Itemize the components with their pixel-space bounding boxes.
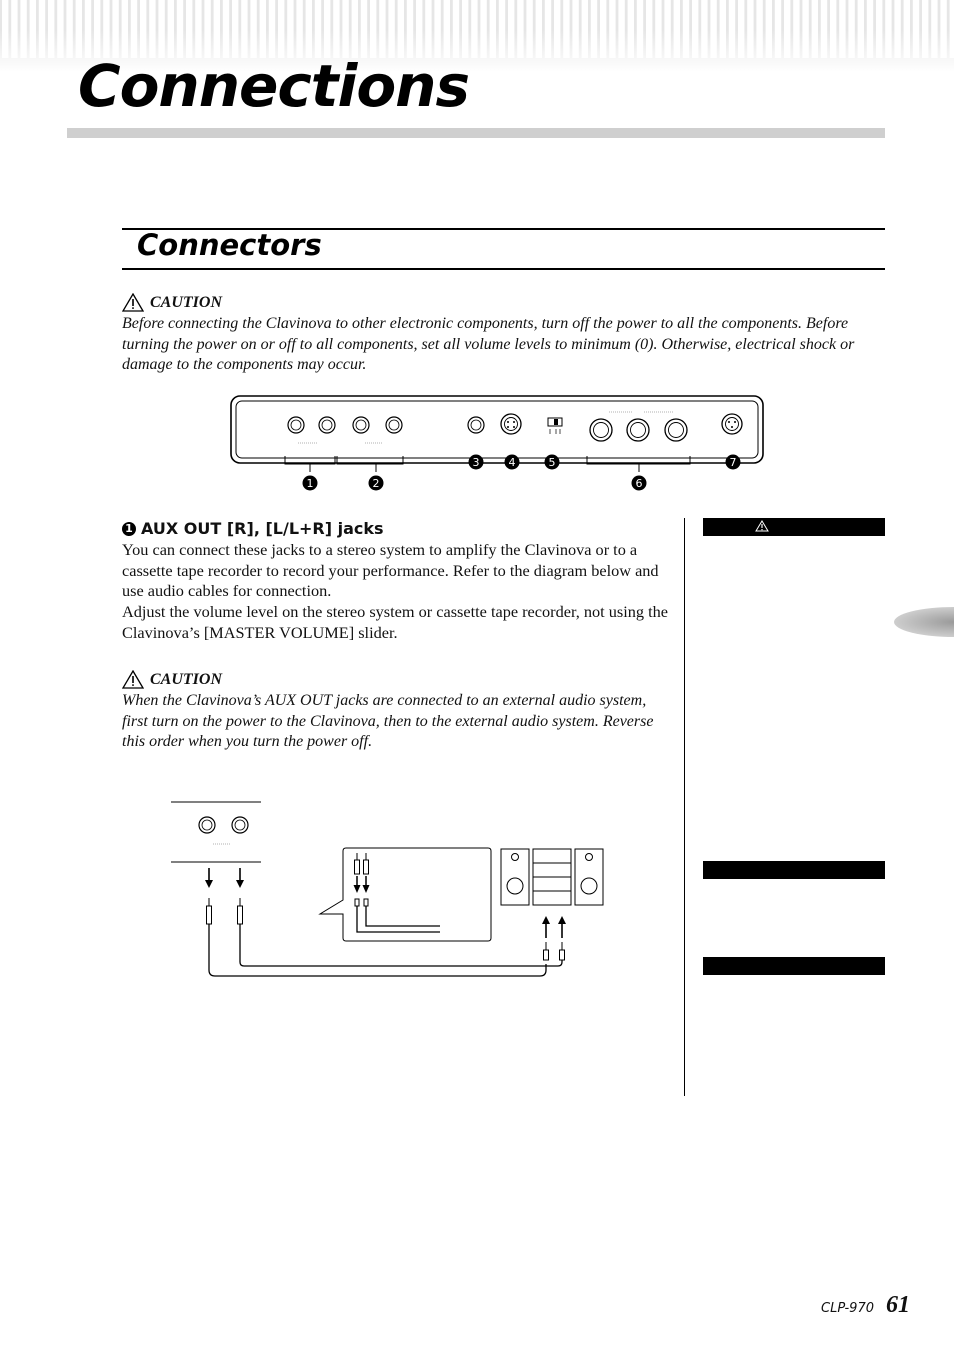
aux-out-heading xyxy=(122,519,384,538)
callout-label: 5 xyxy=(548,456,556,469)
page-number: 61 xyxy=(886,1292,910,1318)
to-host-connector xyxy=(501,414,521,434)
chapter-title: Connections xyxy=(78,52,469,120)
sidebar-caution-bar xyxy=(703,518,885,536)
callout-label: 4 xyxy=(508,456,516,469)
caution-label: CAUTION xyxy=(150,293,223,311)
callout-3 xyxy=(469,455,484,470)
callout-5 xyxy=(545,455,560,470)
warning-icon xyxy=(122,293,144,312)
caution-heading-2 xyxy=(122,670,222,689)
aux-out-heading-text: AUX OUT [R], [L/L+R] jacks xyxy=(141,519,384,538)
callout-2 xyxy=(369,476,384,491)
callout-label: 3 xyxy=(472,456,480,469)
aux-out-paragraph-2: Adjust the volume level on the stereo system or cassette tape recorder, not using the Clavinova’s [MASTER VOLUME] slider. xyxy=(122,602,668,642)
aux-out-paragraph-1: You can connect these jacks to a stereo system to amplify the Clavinova or to a cassette tape recorder to record your performance. Refer to the diagram below and use audio cables for connection. xyxy=(122,540,659,601)
callout-4 xyxy=(505,455,520,470)
aux-in-jacks xyxy=(353,417,402,443)
item-number-badge: 1 xyxy=(122,522,136,536)
callout-label: 2 xyxy=(372,477,380,490)
aux-out-jacks xyxy=(288,417,335,443)
rear-panel-diagram xyxy=(228,392,768,496)
caution-text: Before connecting the Clavinova to other electronic components, turn off the power to all the components. Before turning the power on or off to all components, set all volume levels to minimum (0). Otherwise, electrical shock or damage to the components may occur. xyxy=(122,315,855,373)
page-footer xyxy=(821,1292,910,1319)
caution-heading xyxy=(122,293,222,312)
callout-label: 6 xyxy=(635,477,643,490)
title-rule xyxy=(67,128,885,138)
warning-icon xyxy=(122,670,144,689)
stereo-inset-callout xyxy=(320,848,491,941)
callout-7 xyxy=(726,455,741,470)
aux-out-level-fixed-jack xyxy=(468,417,484,433)
stereo-system-icon xyxy=(501,849,603,905)
midi-connectors xyxy=(590,412,687,441)
panel-inner-outline xyxy=(236,401,758,458)
aux-out-jacks xyxy=(199,817,248,844)
pedal-connector xyxy=(722,414,742,434)
caution-label: CAUTION xyxy=(150,670,223,688)
callout-1 xyxy=(303,476,318,491)
phone-plugs xyxy=(207,898,243,924)
rca-plugs xyxy=(544,942,565,960)
caution-text-2: When the Clavinova’s AUX OUT jacks are connected to an external audio system, first turn on the power to the Clavinova, then to the external audio system. Reverse this order when you turn the power off. xyxy=(122,692,654,750)
model-name: CLP-970 xyxy=(821,1301,874,1316)
callout-numbers xyxy=(303,455,741,491)
arrow-up-icon xyxy=(542,916,566,938)
sidebar-terminology-bar xyxy=(703,957,885,975)
callout-label: 1 xyxy=(306,477,314,490)
callout-label: 7 xyxy=(729,456,737,469)
section-title: Connectors xyxy=(137,228,322,262)
arrow-down-icon xyxy=(205,868,244,888)
callout-6 xyxy=(632,476,647,491)
section-rule-bottom xyxy=(122,268,885,270)
warning-icon xyxy=(755,520,769,532)
column-divider xyxy=(684,518,685,1096)
chapter-thumb-tab xyxy=(894,604,954,640)
connection-diagram xyxy=(168,798,618,983)
sidebar-note-bar xyxy=(703,861,885,879)
host-select-switch xyxy=(548,418,562,434)
